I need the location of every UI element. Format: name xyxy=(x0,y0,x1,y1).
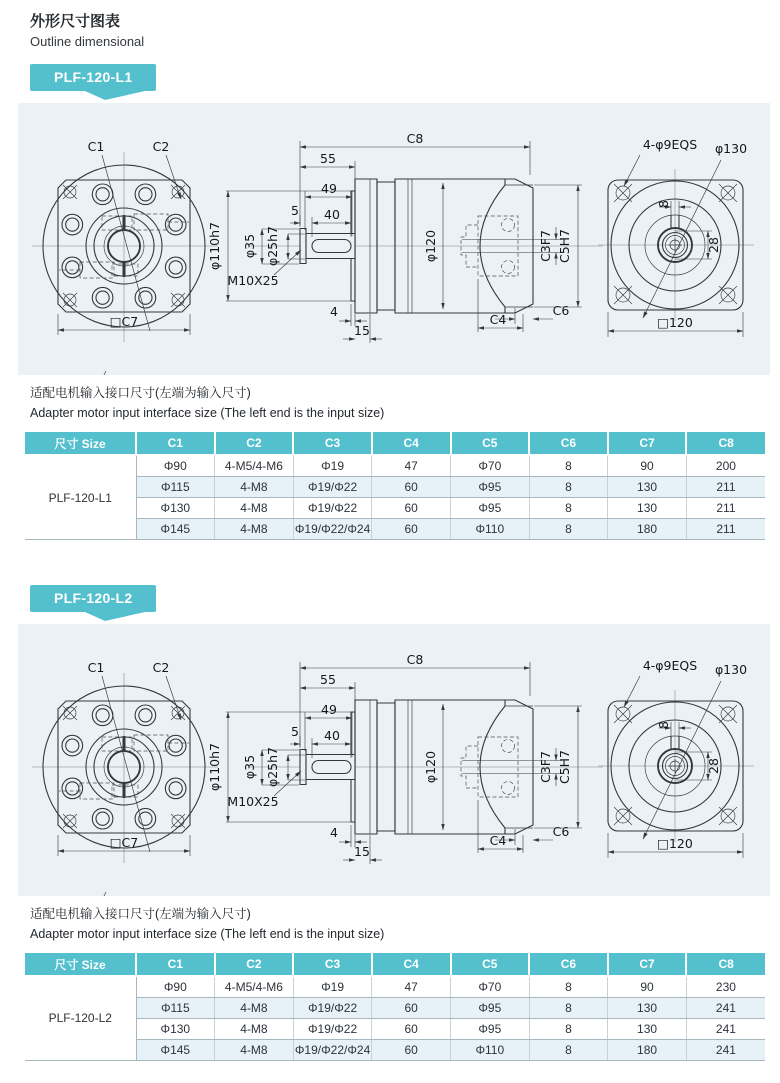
label-110h7: φ110h7 xyxy=(207,742,222,791)
label-8: 8 xyxy=(656,720,671,729)
label-c7: □C7 xyxy=(109,834,139,850)
col-header-c5: C5 xyxy=(451,432,530,455)
dim-value-cell: 60 xyxy=(372,518,451,539)
dim-value-cell: 8 xyxy=(529,518,608,539)
col-header-c3: C3 xyxy=(293,953,372,976)
dim-value-cell: 90 xyxy=(608,455,687,476)
dim-value-cell: 4-M8 xyxy=(215,497,294,518)
table-row xyxy=(25,976,765,997)
dim-value-cell: Φ130 xyxy=(136,497,215,518)
label-4eqs: 4-φ9EQS xyxy=(642,137,698,152)
dim-value-cell: Φ90 xyxy=(136,455,215,476)
col-header-c2: C2 xyxy=(215,432,294,455)
dim-value-cell: 47 xyxy=(372,455,451,476)
dim-value-cell: Φ130 xyxy=(136,1018,215,1039)
dimension-table xyxy=(25,953,765,1061)
label-c8: C8 xyxy=(406,131,424,146)
front-view xyxy=(32,139,218,375)
label-c2: C2 xyxy=(152,139,170,154)
dim-value-cell: 4-M8 xyxy=(215,476,294,497)
label-c4: C4 xyxy=(489,832,507,848)
dim-value-cell: Φ95 xyxy=(451,1018,530,1039)
label-4: 4 xyxy=(330,304,338,319)
col-header-size: 尺寸 Size xyxy=(25,432,136,455)
dim-value-cell: Φ19 xyxy=(293,976,372,997)
dim-value-cell: Φ145 xyxy=(136,518,215,539)
label-5: 5 xyxy=(291,723,299,739)
label-35: φ35 xyxy=(242,754,257,779)
table-header-row xyxy=(25,953,765,976)
dim-value-cell: Φ19/Φ22/Φ24 xyxy=(293,518,372,539)
dim-value-cell: 4-M8 xyxy=(215,1039,294,1060)
label-sq120: □120 xyxy=(657,835,693,851)
label-120: φ120 xyxy=(423,229,438,263)
dim-value-cell: Φ95 xyxy=(451,997,530,1018)
label-25h7: φ25h7 xyxy=(265,225,280,267)
table-row xyxy=(25,997,765,1018)
model-badge: PLF-120-L1 xyxy=(30,64,156,91)
side-view xyxy=(207,652,603,864)
dim-value-cell: 8 xyxy=(529,476,608,497)
caption-en: Adapter motor input interface size (The left end is the input size) xyxy=(30,926,385,941)
col-header-c6: C6 xyxy=(529,432,608,455)
dim-value-cell: 230 xyxy=(686,976,765,997)
section-plf-120-l1 xyxy=(0,49,780,540)
label-110h7: φ110h7 xyxy=(207,222,222,270)
page-title: 外形尺寸图表 xyxy=(30,13,121,30)
rear-view xyxy=(598,137,754,337)
label-c5h7: C5H7 xyxy=(557,228,572,264)
label-120: φ120 xyxy=(423,750,438,783)
dim-value-cell: Φ19 xyxy=(293,455,372,476)
col-header-c7: C7 xyxy=(608,432,687,455)
dim-value-cell: 211 xyxy=(686,497,765,518)
outline-drawing xyxy=(18,103,770,375)
caption-zh: 适配电机输入接口尺寸(左端为输入尺寸) xyxy=(30,386,251,400)
dim-value-cell: 211 xyxy=(686,476,765,497)
label-15: 15 xyxy=(354,843,370,859)
dim-value-cell: Φ95 xyxy=(451,497,530,518)
label-4eqs: 4-φ9EQS xyxy=(642,657,698,673)
dim-value-cell: 60 xyxy=(372,497,451,518)
dim-value-cell: 241 xyxy=(686,1039,765,1060)
page-subtitle: Outline dimensional xyxy=(30,34,145,49)
label-sq120: □120 xyxy=(657,315,693,330)
label-c1: C1 xyxy=(87,139,105,154)
dim-value-cell: Φ70 xyxy=(451,455,530,476)
front-view xyxy=(32,660,218,896)
dim-value-cell: 8 xyxy=(529,455,608,476)
label-c3f7: C3F7 xyxy=(538,750,553,783)
dim-value-cell: 8 xyxy=(529,1018,608,1039)
col-header-c2: C2 xyxy=(215,953,294,976)
dim-value-cell: Φ115 xyxy=(136,476,215,497)
dim-value-cell: 90 xyxy=(608,976,687,997)
dim-value-cell: 60 xyxy=(372,476,451,497)
drawing-panel xyxy=(18,103,770,375)
col-header-c5: C5 xyxy=(451,953,530,976)
col-header-c1: C1 xyxy=(136,953,215,976)
dim-value-cell: Φ90 xyxy=(136,976,215,997)
dim-value-cell: Φ19/Φ22 xyxy=(293,997,372,1018)
label-4: 4 xyxy=(330,824,338,840)
dim-value-cell: 8 xyxy=(529,976,608,997)
dim-value-cell: Φ70 xyxy=(451,976,530,997)
dim-value-cell: 200 xyxy=(686,455,765,476)
dim-value-cell: Φ110 xyxy=(451,518,530,539)
dim-value-cell: Φ110 xyxy=(451,1039,530,1060)
label-40: 40 xyxy=(324,727,340,743)
label-28: 28 xyxy=(706,237,721,253)
col-header-c8: C8 xyxy=(686,432,765,455)
label-m10x25: M10X25 xyxy=(227,273,279,288)
label-8: 8 xyxy=(656,200,671,208)
col-header-c7: C7 xyxy=(608,953,687,976)
table-row xyxy=(25,518,765,539)
table-row xyxy=(25,455,765,476)
label-m10x25: M10X25 xyxy=(227,793,279,809)
dim-value-cell: 47 xyxy=(372,976,451,997)
dim-value-cell: 60 xyxy=(372,1018,451,1039)
dim-value-cell: 130 xyxy=(608,476,687,497)
caption-zh: 适配电机输入接口尺寸(左端为输入尺寸) xyxy=(30,906,251,921)
dim-value-cell: 4-M5/4-M6 xyxy=(215,455,294,476)
col-header-c6: C6 xyxy=(529,953,608,976)
dim-value-cell: Φ145 xyxy=(136,1039,215,1060)
col-header-c4: C4 xyxy=(372,432,451,455)
dim-value-cell: 130 xyxy=(608,1018,687,1039)
dim-value-cell: 60 xyxy=(372,1039,451,1060)
drawing-panel xyxy=(18,624,770,896)
label-c1: C1 xyxy=(87,659,105,675)
col-header-c1: C1 xyxy=(136,432,215,455)
label-28: 28 xyxy=(706,757,721,774)
dim-value-cell: 130 xyxy=(608,997,687,1018)
model-name-cell: PLF-120-L2 xyxy=(25,976,136,1060)
label-40: 40 xyxy=(324,207,340,222)
table-row xyxy=(25,1018,765,1039)
label-c2: C2 xyxy=(152,659,170,675)
dim-value-cell: 4-M8 xyxy=(215,1018,294,1039)
dim-value-cell: Φ19/Φ22 xyxy=(293,476,372,497)
caption-en: Adapter motor input interface size (The left end is the input size) xyxy=(30,406,385,421)
label-35: φ35 xyxy=(242,233,257,259)
label-c7: □C7 xyxy=(109,314,139,329)
dim-value-cell: 4-M5/4-M6 xyxy=(215,976,294,997)
col-header-size: 尺寸 Size xyxy=(25,953,136,976)
dimension-table xyxy=(25,432,765,540)
dim-value-cell: 8 xyxy=(529,1039,608,1060)
section-plf-120-l2 xyxy=(0,570,780,1061)
dim-value-cell: 8 xyxy=(529,497,608,518)
label-55: 55 xyxy=(320,671,336,687)
dim-value-cell: 180 xyxy=(608,1039,687,1060)
table-row xyxy=(25,1039,765,1060)
model-name-cell: PLF-120-L1 xyxy=(25,455,136,539)
dim-value-cell: 4-M8 xyxy=(215,997,294,1018)
label-c8: C8 xyxy=(406,651,424,667)
label-25h7: φ25h7 xyxy=(265,746,280,787)
table-row xyxy=(25,497,765,518)
dim-value-cell: 241 xyxy=(686,997,765,1018)
label-c4: C4 xyxy=(489,312,507,327)
rear-view xyxy=(598,658,754,858)
dim-value-cell: 8 xyxy=(529,997,608,1018)
dim-value-cell: 4-M8 xyxy=(215,518,294,539)
label-130: φ130 xyxy=(714,141,748,156)
label-130: φ130 xyxy=(714,661,748,677)
label-c5h7: C5H7 xyxy=(557,749,572,784)
col-header-c3: C3 xyxy=(293,432,372,455)
dim-value-cell: Φ19/Φ22/Φ24 xyxy=(293,1039,372,1060)
dim-value-cell: 60 xyxy=(372,997,451,1018)
model-badge: PLF-120-L2 xyxy=(30,585,156,612)
dim-value-cell: Φ95 xyxy=(451,476,530,497)
label-c6: C6 xyxy=(552,303,570,318)
col-header-c8: C8 xyxy=(686,953,765,976)
label-49: 49 xyxy=(321,181,337,196)
dim-value-cell: 180 xyxy=(608,518,687,539)
dim-value-cell: Φ19/Φ22 xyxy=(293,497,372,518)
col-header-c4: C4 xyxy=(372,953,451,976)
dim-value-cell: Φ115 xyxy=(136,997,215,1018)
outline-drawing xyxy=(18,624,770,896)
label-5: 5 xyxy=(291,203,299,218)
label-15: 15 xyxy=(354,323,370,338)
side-view xyxy=(207,131,603,343)
label-c6: C6 xyxy=(552,823,570,839)
table-header-row xyxy=(25,432,765,455)
dim-value-cell: Φ19/Φ22 xyxy=(293,1018,372,1039)
dim-value-cell: 241 xyxy=(686,1018,765,1039)
label-c3f7: C3F7 xyxy=(538,230,553,262)
label-49: 49 xyxy=(321,701,337,717)
dim-value-cell: 130 xyxy=(608,497,687,518)
label-55: 55 xyxy=(320,151,336,166)
table-row xyxy=(25,476,765,497)
dim-value-cell: 211 xyxy=(686,518,765,539)
